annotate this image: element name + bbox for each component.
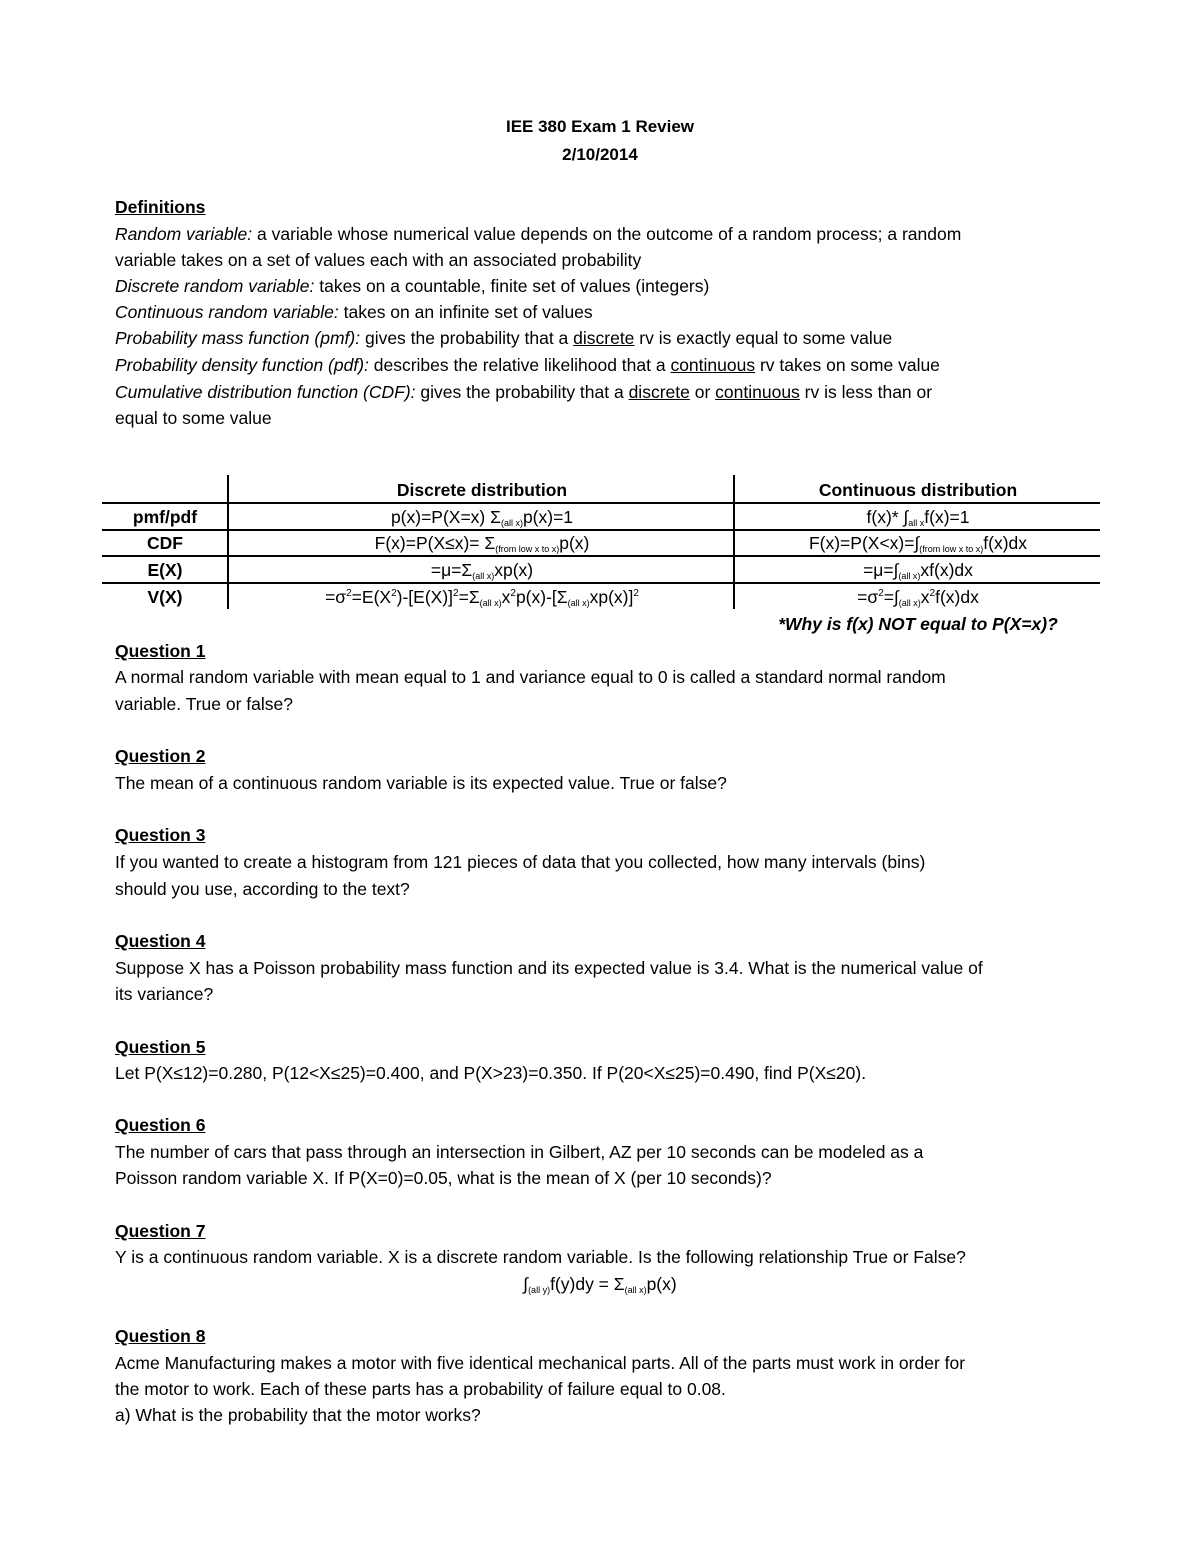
def-cdf-cont: equal to some value [115,408,272,428]
cell-vx-continuous: $=\sigma^2=\int_{(all x)}x^2f(x)dx$ [857,587,979,608]
q8-text: the motor to work. Each of these parts has a probability of failure equal to 0.08. [115,1379,726,1399]
q1-heading: Question 1 [115,641,206,661]
q8-text: Acme Manufacturing makes a motor with five identical mechanical parts. All of the parts must work in order for [115,1353,966,1373]
q3-text: should you use, according to the text? [115,879,410,899]
formula: p(x)=P(X=x) Σ [390,507,501,527]
formula: =μ=∫ [863,560,899,580]
q6-text: The number of cars that pass through an intersection in Gilbert, AZ per 10 seconds can be modeled as a [115,1142,924,1162]
def-random-variable-cont: variable takes on a set of values each with an associated probability [115,250,642,270]
formula-subscript: all x [908,518,925,528]
q2-heading: Question 2 [115,746,206,766]
cell-ex-discrete [230,560,734,581]
row-label-ex: E(X) [147,560,183,580]
cell-vx-discrete: $=\sigma^2=E(X^2)-[E(X)]^2=\Sigma_{(all x)}x^2p(x)-[\Sigma_{(all x)}xp(x)]^2$ [325,587,639,608]
formula: xp(x) [494,560,534,580]
cell-pmf-continuous [736,507,1100,528]
q5-heading: Question 5 [115,1037,206,1057]
table-rule [102,529,1100,531]
formula: p(x) [559,533,590,553]
def-text: rv is less than or [799,382,933,402]
def-term: Continuous random variable: [115,302,339,322]
formula-subscript: (all x) [898,571,921,581]
q1-text: A normal random variable with mean equal to 1 and variance equal to 0 is called a standard normal random [115,667,946,687]
def-text: gives the probability that a [415,382,629,402]
def-text: takes on a countable, finite set of values (integers) [314,276,710,296]
formula-subscript: (all x) [500,518,523,528]
definitions-heading: Definitions [115,197,206,217]
q8-text: a) What is the probability that the motor works? [115,1405,481,1425]
def-term: Probability mass function (pmf): [115,328,361,348]
q3-text: If you wanted to create a histogram from 121 pieces of data that you collected, how many intervals (bins) [115,852,926,872]
def-underlined: discrete [628,382,690,402]
def-text: rv is exactly equal to some value [634,328,893,348]
cell-cdf-continuous [736,533,1100,554]
table-rule [102,582,1100,584]
formula-subscript: (from low x to x) [919,544,984,554]
def-underlined: continuous [670,355,756,375]
def-term: Cumulative distribution function (CDF): [115,382,416,402]
col-header-discrete: Discrete distribution [396,480,568,500]
q6-heading: Question 6 [115,1115,206,1135]
def-text: takes on an infinite set of values [338,302,593,322]
table-footnote: *Why is f(x) NOT equal to P(X=x)? [778,614,1058,634]
def-term: Random variable: [115,224,253,244]
def-term: Probability density function (pdf): [115,355,369,375]
def-pdf [115,355,940,376]
formula: =μ=Σ [430,560,473,580]
def-text: gives the probability that a [360,328,574,348]
formula: F(x)=P(X<x)=∫ [808,533,920,553]
formula: F(x)=P(X≤x)= Σ [374,533,496,553]
def-text: a variable whose numerical value depends on the outcome of a random process; a random [252,224,962,244]
formula: xf(x)dx [920,560,973,580]
distribution-table [102,475,1100,609]
col-header-continuous: Continuous distribution [818,480,1018,500]
q5-text: Let P(X≤12)=0.280, P(12<X≤25)=0.400, and P(X>23)=0.350. If P(20<X≤25)=0.490, find P(X≤20). [115,1063,867,1083]
cell-pmf-discrete [230,507,734,528]
def-underlined: continuous [715,382,800,402]
table-rule [102,555,1100,557]
formula: f(x)=1 [924,507,970,527]
def-random-variable [115,224,961,245]
q4-heading: Question 4 [115,931,206,951]
q7-heading: Question 7 [115,1221,206,1241]
def-cdf [115,382,932,403]
q1-text: variable. True or false? [115,694,294,714]
def-text: describes the relative likelihood that a [368,355,671,375]
row-label-vx: V(X) [147,587,183,607]
q4-text: its variance? [115,984,214,1004]
def-underlined: discrete [573,328,635,348]
row-label-pmf: pmf/pdf [132,507,198,527]
q2-text: The mean of a continuous random variable is its expected value. True or false? [115,773,727,793]
row-label-cdf: CDF [147,533,183,553]
formula-subscript: (from low x to x) [495,544,560,554]
q7-equation: $\int_{(all y)}f(y)dy = \Sigma_{(all x)}p(x)$ [523,1274,677,1295]
def-text: rv takes on some value [755,355,940,375]
formula: f(x)dx [983,533,1028,553]
def-text: or [689,382,716,402]
q8-heading: Question 8 [115,1326,206,1346]
def-pmf [115,328,892,349]
q4-text: Suppose X has a Poisson probability mass function and its expected value is 3.4. What is the numerical value of [115,958,983,978]
formula: p(x)=1 [522,507,574,527]
q7-text: Y is a continuous random variable. X is a discrete random variable. Is the following relationship True or False? [115,1247,966,1267]
table-rule [102,502,1100,504]
q6-text: Poisson random variable X. If P(X=0)=0.05, what is the mean of X (per 10 seconds)? [115,1168,772,1188]
def-term: Discrete random variable: [115,276,315,296]
def-discrete-rv [115,276,709,297]
cell-ex-continuous [736,560,1100,581]
page-date: 2/10/2014 [562,145,638,164]
formula: f(x)* ∫ [866,507,909,527]
def-continuous-rv [115,302,593,323]
q3-heading: Question 3 [115,825,206,845]
formula-subscript: (all x) [472,571,495,581]
page-title: IEE 380 Exam 1 Review [505,117,695,136]
cell-cdf-discrete [230,533,734,554]
